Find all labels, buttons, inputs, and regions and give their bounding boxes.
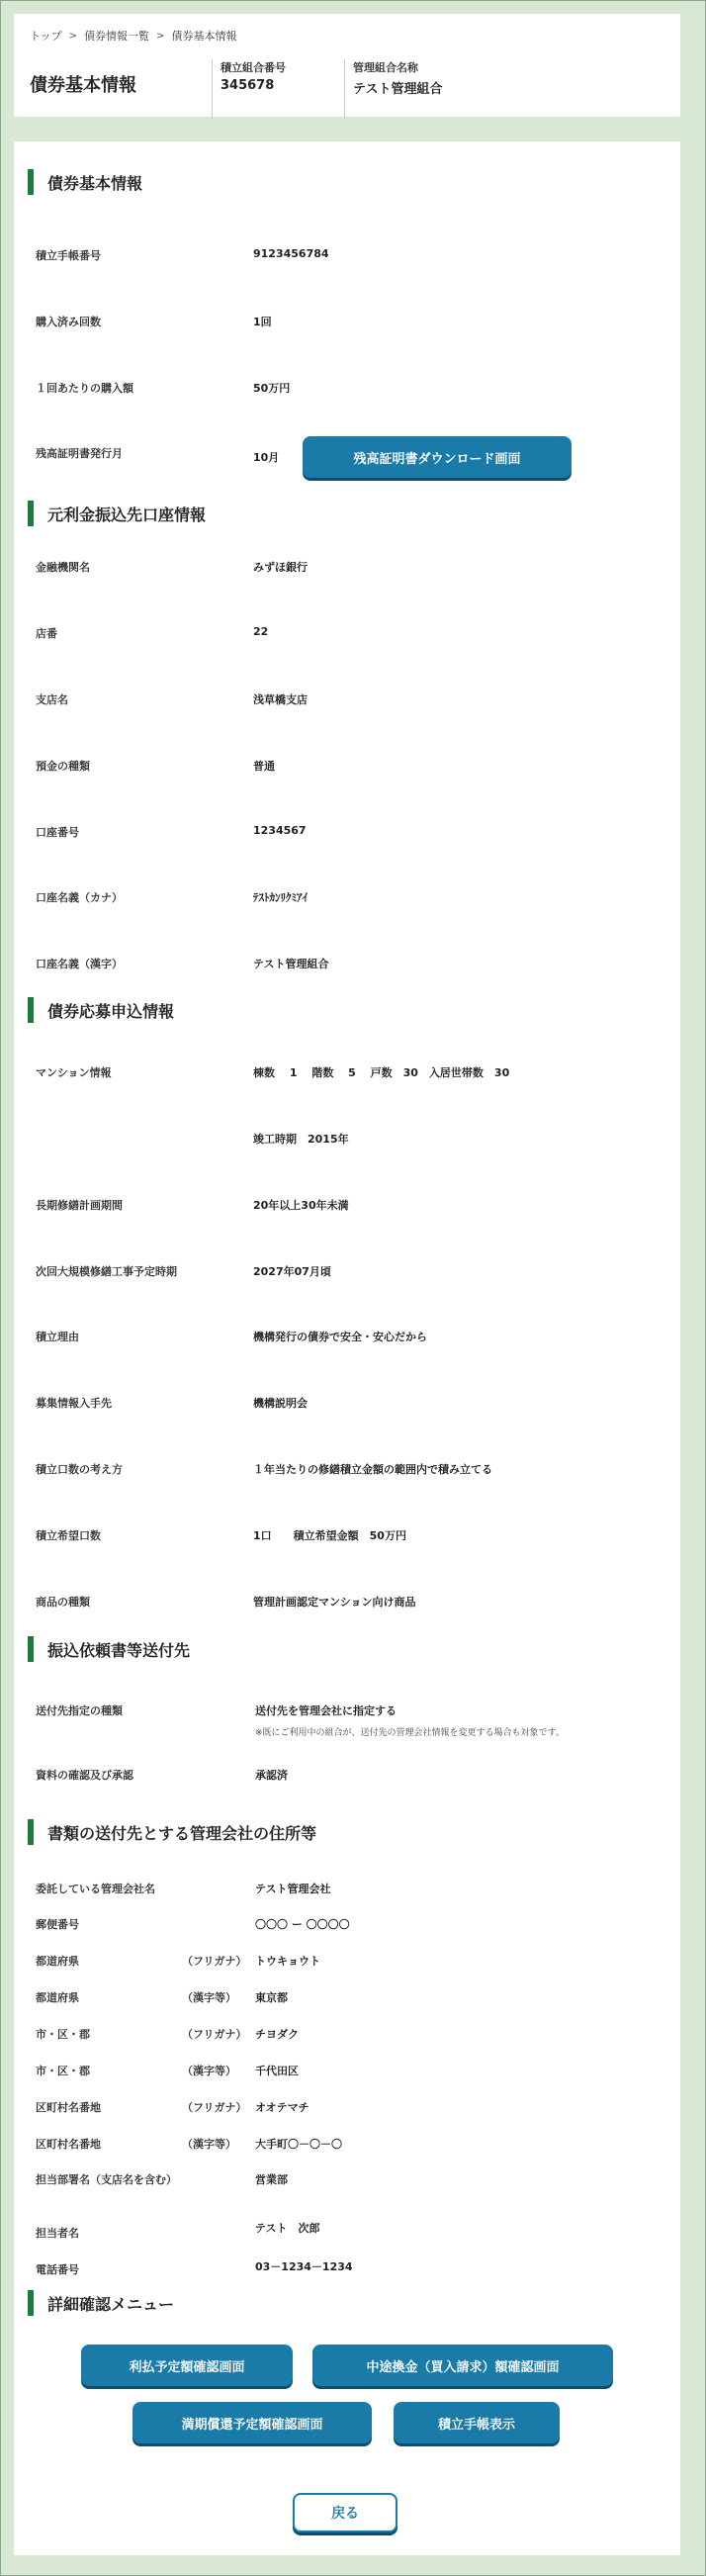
section-bar xyxy=(28,501,34,526)
interest-schedule-button[interactable]: 利払予定額確認画面 xyxy=(81,2345,293,2386)
branch-name-label: 支店名 xyxy=(36,693,68,706)
prefecture-kana-label: 都道府県 xyxy=(36,1955,79,1968)
section-address-heading xyxy=(28,1818,316,1846)
breadcrumb-bond-list[interactable]: 債券情報一覧 xyxy=(84,30,150,43)
union-name-value: テスト管理組合 xyxy=(353,82,443,97)
purchased-count-label: 購入済み回数 xyxy=(36,316,101,328)
chevron-right-icon: > xyxy=(68,30,78,42)
delivery-type-label: 送付先指定の種類 xyxy=(36,1704,123,1717)
section-bar xyxy=(28,2290,34,2316)
breadcrumb-current: 債券基本情報 xyxy=(171,30,237,43)
prefecture-label: 都道府県 xyxy=(36,1991,79,2004)
account-holder-kanji-label: 口座名義（漢字） xyxy=(36,958,123,970)
section-title: 元利金振込先口座情報 xyxy=(47,505,207,524)
company-name-label: 委託している管理会社名 xyxy=(36,1883,155,1895)
section-application-heading xyxy=(28,996,174,1024)
department-label: 担当部署名（支店名を含む） xyxy=(36,2173,177,2186)
person-label: 担当者名 xyxy=(36,2227,79,2240)
handbook-number-value: 9123456784 xyxy=(253,247,329,260)
built-period-value: 竣工時期 2015年 xyxy=(253,1133,349,1146)
company-name-value: テスト管理会社 xyxy=(255,1883,331,1895)
redemption-amount-button[interactable]: 中途換金（買入請求）額確認画面 xyxy=(312,2345,613,2386)
breadcrumb-top[interactable]: トップ xyxy=(30,30,62,43)
town-sub: （漢字等） xyxy=(182,2138,236,2151)
town-label: 区町村名番地 xyxy=(36,2138,101,2151)
units-policy-label: 積立口数の考え方 xyxy=(36,1463,123,1476)
section-bar xyxy=(28,997,34,1023)
delivery-type-note: ※既にご利用中の組合が、送付先の管理会社情報を変更する場合も対象です。 xyxy=(255,1728,565,1738)
cert-month-label: 残高証明書発行月 xyxy=(36,447,123,460)
cert-month-value: 10月 xyxy=(253,451,280,464)
city-label: 市・区・郡 xyxy=(36,2065,90,2077)
cert-download-button[interactable]: 残高証明書ダウンロード画面 xyxy=(303,436,572,478)
product-type-value: 管理計画認定マンション向け商品 xyxy=(253,1596,416,1609)
back-button[interactable]: 戻る xyxy=(293,2493,397,2532)
main-card xyxy=(14,141,680,2555)
town-value: 大手町〇－〇－〇 xyxy=(255,2138,342,2151)
postal-code-label: 郵便番号 xyxy=(36,1918,79,1931)
handbook-display-button[interactable]: 積立手帳表示 xyxy=(394,2402,560,2443)
account-holder-kanji-value: テスト管理組合 xyxy=(253,958,329,970)
next-repair-label: 次回大規模修繕工事予定時期 xyxy=(36,1265,177,1278)
branch-number-label: 店番 xyxy=(36,627,57,640)
section-title: 書類の送付先とする管理会社の住所等 xyxy=(47,1823,317,1843)
repair-plan-label: 長期修繕計画期間 xyxy=(36,1199,123,1212)
next-repair-value: 2027年07月頃 xyxy=(253,1265,331,1278)
mansion-info-value: 棟数 1 階数 5 戸数 30 入居世帯数 30 xyxy=(253,1066,510,1079)
prefecture-sub: （漢字等） xyxy=(182,1991,236,2004)
city-kana-sub: （フリガナ） xyxy=(182,2028,247,2041)
reason-value: 機構発行の債券で安全・安心だから xyxy=(253,1331,427,1343)
handbook-number-label: 積立手帳番号 xyxy=(36,249,101,262)
phone-value: 03－1234－1234 xyxy=(255,2260,353,2273)
per-purchase-label: １回あたりの購入額 xyxy=(36,382,133,395)
section-menu-heading xyxy=(28,2289,174,2317)
breadcrumb xyxy=(30,28,236,44)
town-kana-sub: （フリガナ） xyxy=(182,2101,247,2114)
repair-plan-value: 20年以上30年未満 xyxy=(253,1199,349,1212)
purchased-count-value: 1回 xyxy=(253,316,272,328)
institution-label: 金融機関名 xyxy=(36,561,90,574)
approval-label: 資料の確認及び承認 xyxy=(36,1769,133,1782)
header-card xyxy=(14,14,680,117)
deposit-type-label: 預金の種類 xyxy=(36,760,90,773)
section-bar xyxy=(28,1636,34,1662)
phone-label: 電話番号 xyxy=(36,2263,79,2276)
postal-code-value: 〇〇〇 ー 〇〇〇〇 xyxy=(255,1918,350,1931)
section-title: 詳細確認メニュー xyxy=(47,2294,175,2314)
institution-value: みずほ銀行 xyxy=(253,561,308,574)
section-title: 債券応募申込情報 xyxy=(47,1001,175,1021)
account-number-block xyxy=(212,59,286,119)
section-title: 振込依頼書等送付先 xyxy=(47,1640,191,1660)
section-bar xyxy=(28,1819,34,1845)
bank-account-label: 口座番号 xyxy=(36,826,79,839)
town-kana-value: オオテマチ xyxy=(255,2101,309,2114)
city-sub: （漢字等） xyxy=(182,2065,236,2077)
chevron-right-icon: > xyxy=(156,30,165,42)
section-basic-heading xyxy=(28,168,142,196)
info-source-value: 機構説明会 xyxy=(253,1397,308,1410)
product-type-label: 商品の種類 xyxy=(36,1596,90,1609)
city-value: 千代田区 xyxy=(255,2065,299,2077)
person-value: テスト 次郎 xyxy=(255,2222,320,2235)
branch-name-value: 浅草橋支店 xyxy=(253,693,308,706)
per-purchase-value: 50万円 xyxy=(253,382,291,395)
bank-account-value: 1234567 xyxy=(253,824,307,837)
town-kana-label: 区町村名番地 xyxy=(36,2101,101,2114)
section-delivery-heading xyxy=(28,1635,190,1663)
delivery-type-value: 送付先を管理会社に指定する xyxy=(255,1704,397,1717)
prefecture-kana-value: トウキョウト xyxy=(255,1955,320,1968)
account-holder-kana-label: 口座名義（カナ） xyxy=(36,891,123,904)
page-title: 債券基本情報 xyxy=(30,75,136,96)
section-title: 債券基本情報 xyxy=(47,173,143,193)
section-bar xyxy=(28,169,34,195)
units-policy-value: １年当たりの修繕積立金額の範囲内で積み立てる xyxy=(253,1463,492,1476)
section-bank-heading xyxy=(28,500,206,527)
info-source-label: 募集情報入手先 xyxy=(36,1397,112,1410)
maturity-schedule-button[interactable]: 満期償還予定額確認画面 xyxy=(132,2402,372,2443)
prefecture-value: 東京都 xyxy=(255,1991,288,2004)
city-kana-value: チヨダク xyxy=(255,2028,299,2041)
union-name-label: 管理組合名称 xyxy=(353,61,418,74)
approval-value: 承認済 xyxy=(255,1769,288,1782)
union-name-block xyxy=(344,59,442,119)
city-kana-label: 市・区・郡 xyxy=(36,2028,90,2041)
mansion-info-label: マンション情報 xyxy=(36,1066,112,1079)
desired-units-label: 積立希望口数 xyxy=(36,1529,101,1542)
branch-number-value: 22 xyxy=(253,625,269,638)
desired-units-value: 1口 積立希望金額 50万円 xyxy=(253,1529,406,1542)
department-value: 営業部 xyxy=(255,2173,288,2186)
deposit-type-value: 普通 xyxy=(253,760,275,773)
prefecture-kana-sub: （フリガナ） xyxy=(182,1955,247,1968)
reason-label: 積立理由 xyxy=(36,1331,79,1343)
account-number-value: 345678 xyxy=(221,78,275,93)
account-number-label: 積立組合番号 xyxy=(221,61,286,74)
account-holder-kana-value: ﾃｽﾄｶﾝﾘｸﾐｱｲ xyxy=(253,891,308,904)
